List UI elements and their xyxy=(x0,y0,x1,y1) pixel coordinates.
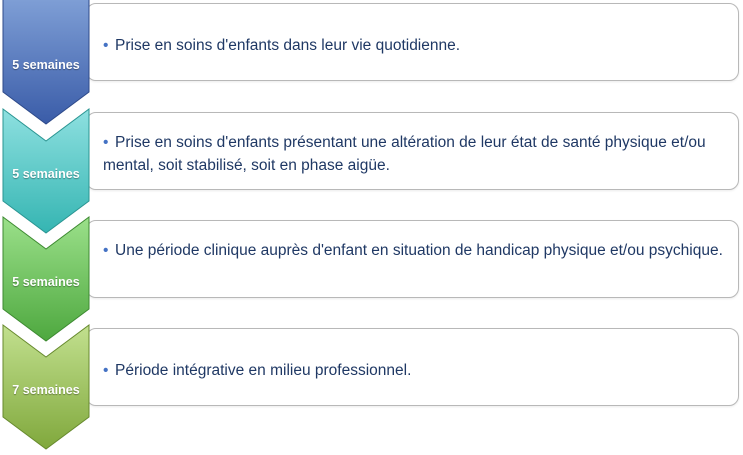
step-2 xyxy=(0,109,743,219)
step-1-duration: 5 semaines xyxy=(12,58,80,72)
step-4-duration: 7 semaines xyxy=(12,383,80,397)
bullet-icon: • xyxy=(103,242,109,259)
step-4-card xyxy=(86,328,739,406)
step-2-description: Prise en soins d'enfants présentant une altération de leur état de santé physique et/ou mental, soit stabilisé, soit en phase aigüe. xyxy=(103,134,706,174)
step-1-text-line xyxy=(103,34,730,57)
step-4-text-line xyxy=(103,359,730,382)
step-2-duration: 5 semaines xyxy=(12,167,80,181)
step-1-description: Prise en soins d'enfants dans leur vie quotidienne. xyxy=(115,37,461,54)
step-4-description: Période intégrative en milieu professionnel. xyxy=(115,362,412,379)
step-2-card xyxy=(86,112,739,190)
bullet-icon: • xyxy=(103,37,109,54)
step-4 xyxy=(0,325,743,435)
step-1-card xyxy=(86,3,739,81)
bullet-icon: • xyxy=(103,362,109,379)
step-3 xyxy=(0,217,743,327)
step-1 xyxy=(0,0,743,110)
step-2-text-line xyxy=(103,131,730,177)
step-3-duration: 5 semaines xyxy=(12,275,80,289)
step-3-description: Une période clinique auprès d'enfant en situation de handicap physique et/ou psychique. xyxy=(115,242,723,259)
step-3-card xyxy=(86,220,739,298)
bullet-icon: • xyxy=(103,134,109,151)
step-3-text-line xyxy=(103,239,730,262)
